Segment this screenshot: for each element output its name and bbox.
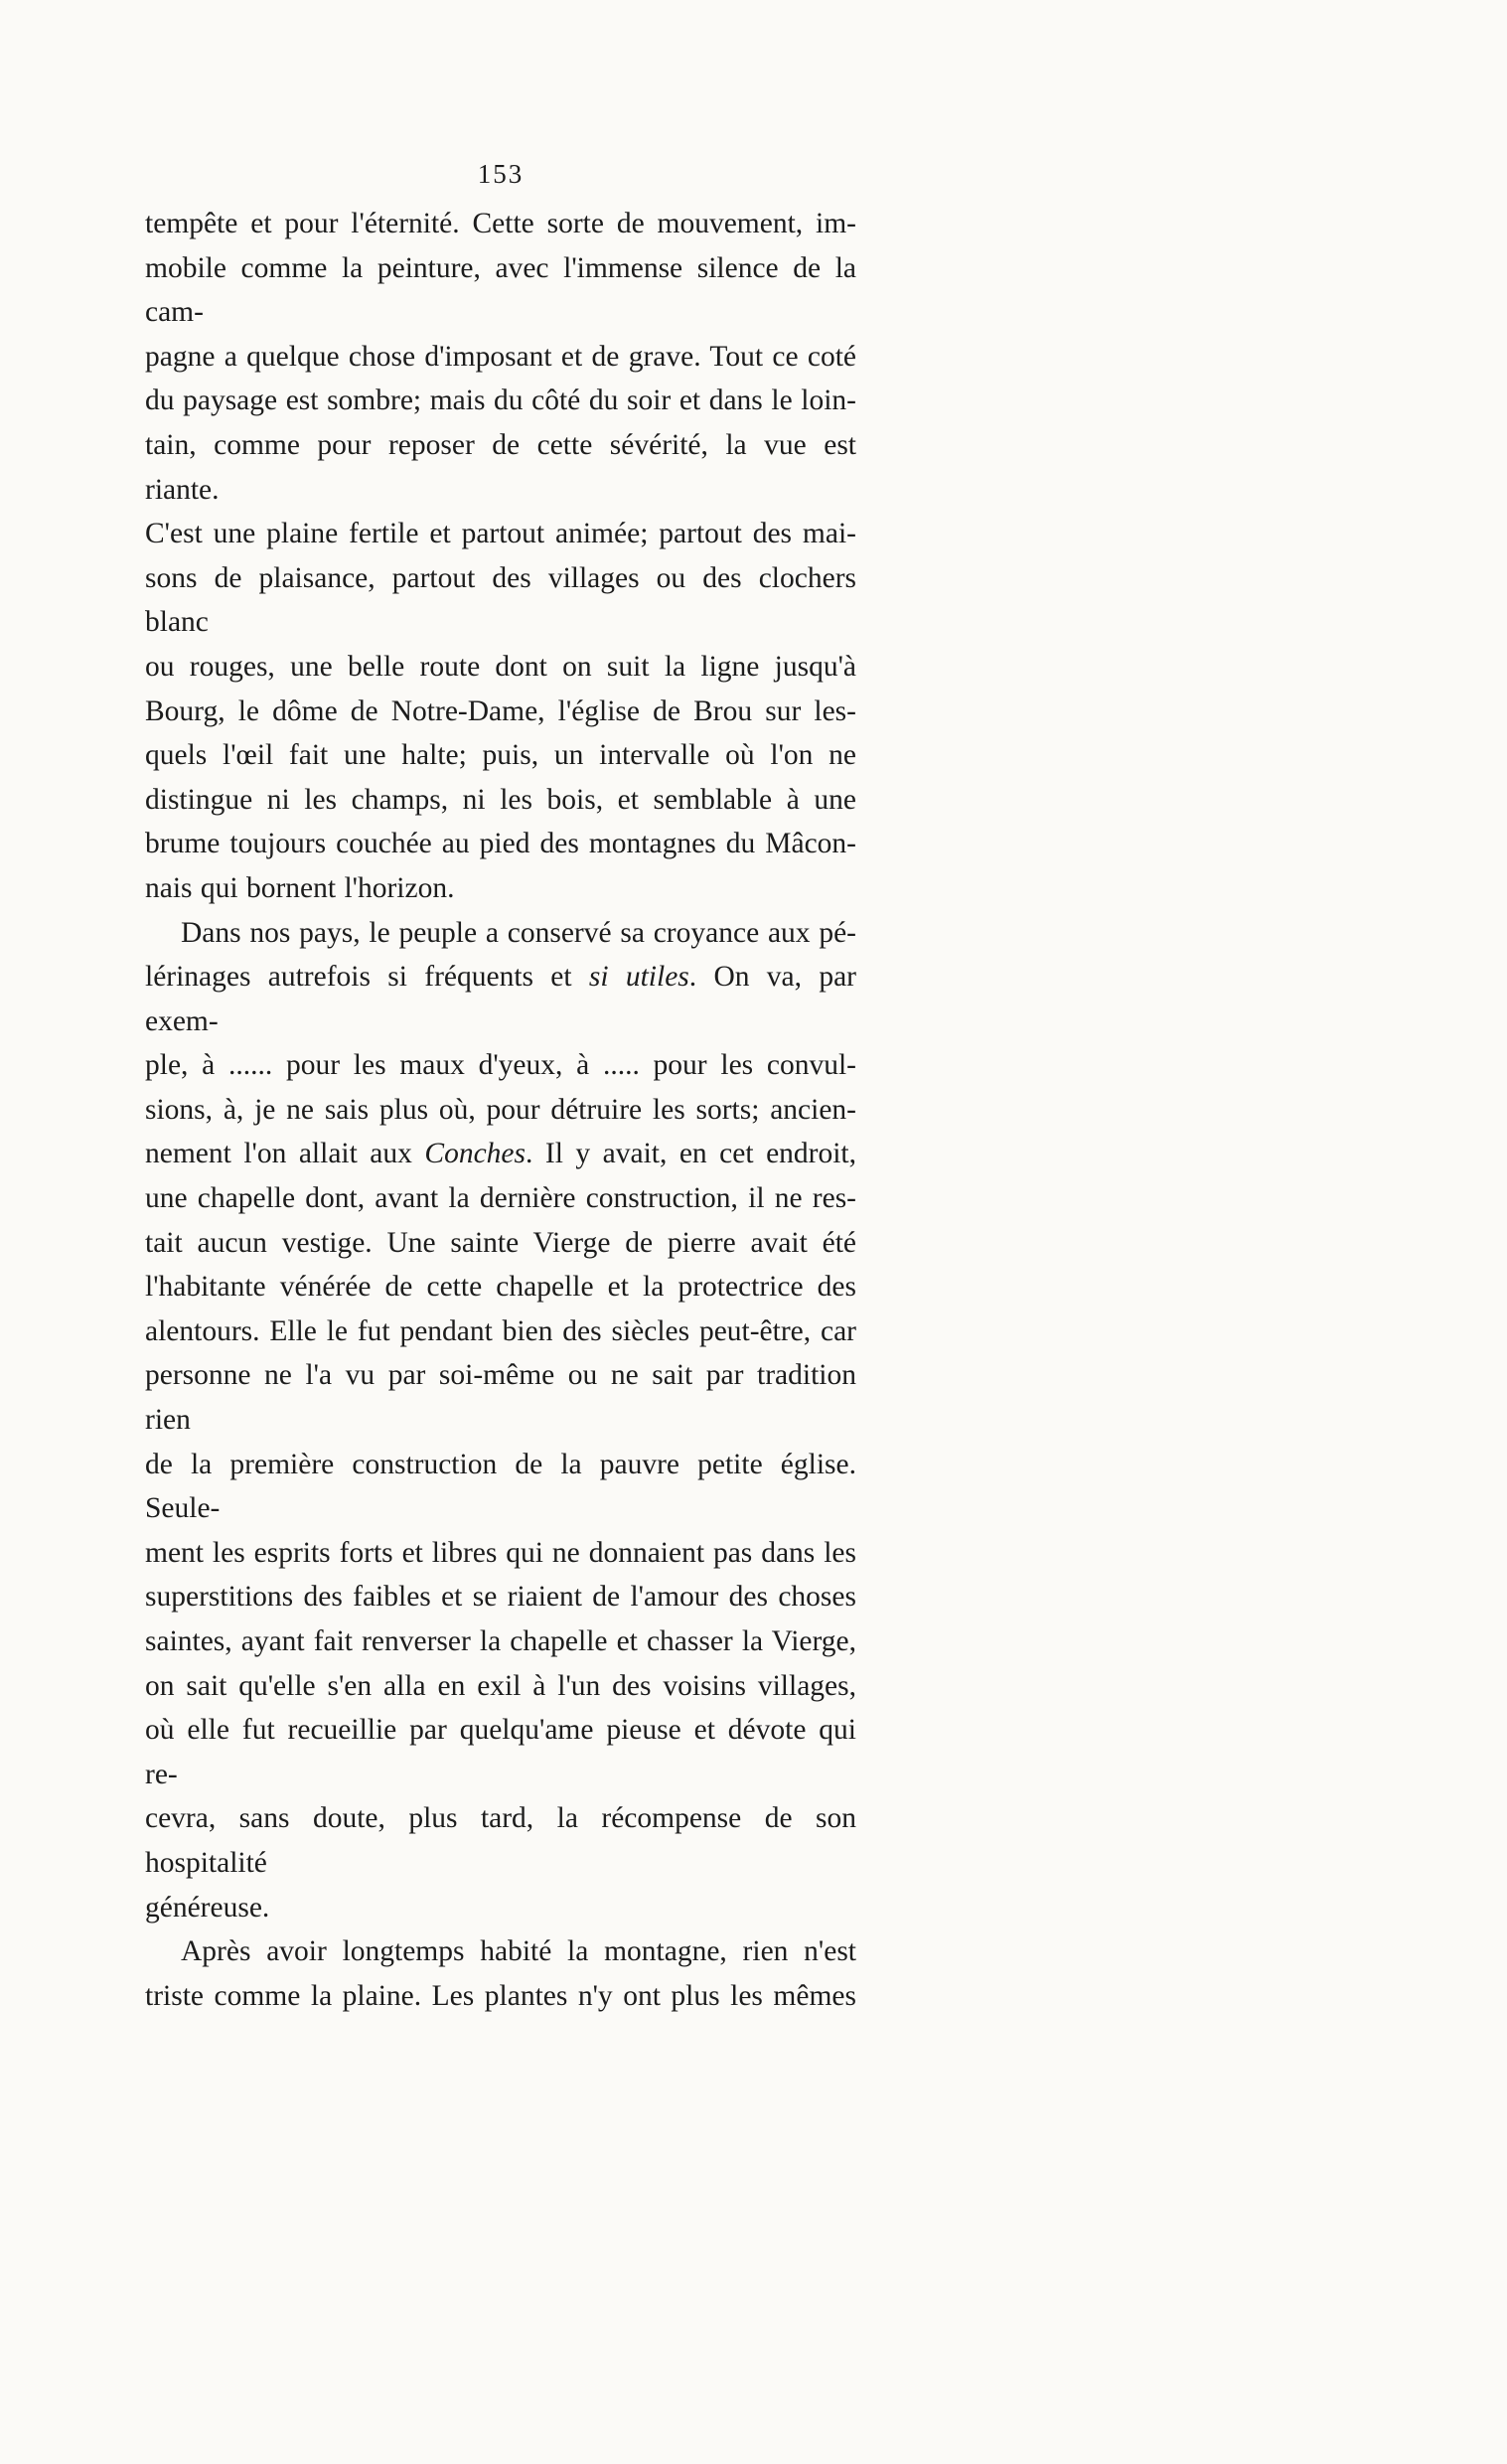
text-line: on sait qu'elle s'en alla en exil à l'un des voisins villages, <box>145 1669 856 1702</box>
text-line: personne ne l'a vu par soi-même ou ne sait par tradition rien <box>145 1359 856 1437</box>
text-segment: lérinages autrefois si fréquents et <box>145 961 589 994</box>
text-segment: . Il y avait, en cet endroit, <box>526 1138 857 1170</box>
book-page <box>145 159 856 2018</box>
text-line: généreuse. <box>145 1891 270 1924</box>
text-line: du paysage est sombre; mais du côté du soir et dans le loin- <box>145 385 856 417</box>
text-line: tain, comme pour reposer de cette sévérité, la vue est riante. <box>145 428 856 506</box>
text-line: où elle fut recueillie par quelqu'ame pieuse et dévote qui re- <box>145 1714 856 1790</box>
text-line: une chapelle dont, avant la dernière construction, il ne res- <box>145 1182 856 1215</box>
text-line: ple, à ...... pour les maux d'yeux, à ..... pour les convul- <box>145 1049 856 1082</box>
text-line <box>145 1132 856 1176</box>
text-line: C'est une plaine fertile et partout animée; partout des mai- <box>145 518 856 550</box>
text-line: nais qui bornent l'horizon. <box>145 871 455 904</box>
text-line: Bourg, le dôme de Notre-Dame, l'église de Brou sur les- <box>145 694 856 727</box>
text-segment: nement l'on allait aux <box>145 1138 425 1170</box>
italic-text: si utiles <box>588 961 689 994</box>
italic-text: Conches <box>424 1138 526 1170</box>
page-number: 153 <box>477 159 525 189</box>
text-line: quels l'œil fait une halte; puis, un intervalle où l'on ne <box>145 739 856 772</box>
text-line: superstitions des faibles et se riaient de l'amour des choses <box>145 1581 856 1614</box>
text-line: de la première construction de la pauvre petite église. Seule- <box>145 1448 856 1525</box>
text-line: distingue ni les champs, ni les bois, et semblable à une <box>145 783 856 816</box>
text-line: alentours. Elle le fut pendant bien des siècles peut-être, car <box>145 1314 856 1347</box>
text-line: sons de plaisance, partout des villages ou des clochers blanc <box>145 561 856 639</box>
text-line: tempête et pour l'éternité. Cette sorte de mouvement, im- <box>145 208 856 239</box>
paragraph <box>145 911 856 1930</box>
text-line: saintes, ayant fait renverser la chapelle et chasser la Vierge, <box>145 1625 856 1657</box>
text-segment: . On va, par exem- <box>145 961 856 1037</box>
text-line: triste comme la plaine. Les plantes n'y ont plus les mêmes <box>145 1979 856 2012</box>
text-line: ment les esprits forts et libres qui ne donnaient pas dans les <box>145 1536 856 1569</box>
text-line: sions, à, je ne sais plus où, pour détruire les sorts; ancien- <box>145 1093 856 1126</box>
text-line: tait aucun vestige. Une sainte Vierge de pierre avait été <box>145 1226 856 1259</box>
text-line: ou rouges, une belle route dont on suit la ligne jusqu'à <box>145 650 856 683</box>
text-line <box>145 955 856 1043</box>
text-line: Dans nos pays, le peuple a conservé sa croyance aux pé- <box>181 916 856 949</box>
text-line: mobile comme la peinture, avec l'immense silence de la cam- <box>145 251 856 329</box>
page-body <box>145 202 856 2018</box>
text-line: brume toujours couchée au pied des montagnes du Mâcon- <box>145 828 856 860</box>
paragraph <box>145 1929 856 2018</box>
paragraph <box>145 202 856 911</box>
text-line: pagne a quelque chose d'imposant et de grave. Tout ce coté <box>145 340 856 373</box>
text-line: Après avoir longtemps habité la montagne, rien n'est <box>181 1935 856 1968</box>
text-line: l'habitante vénérée de cette chapelle et la protectrice des <box>145 1271 856 1304</box>
text-line: cevra, sans doute, plus tard, la récompense de son hospitalité <box>145 1802 856 1879</box>
